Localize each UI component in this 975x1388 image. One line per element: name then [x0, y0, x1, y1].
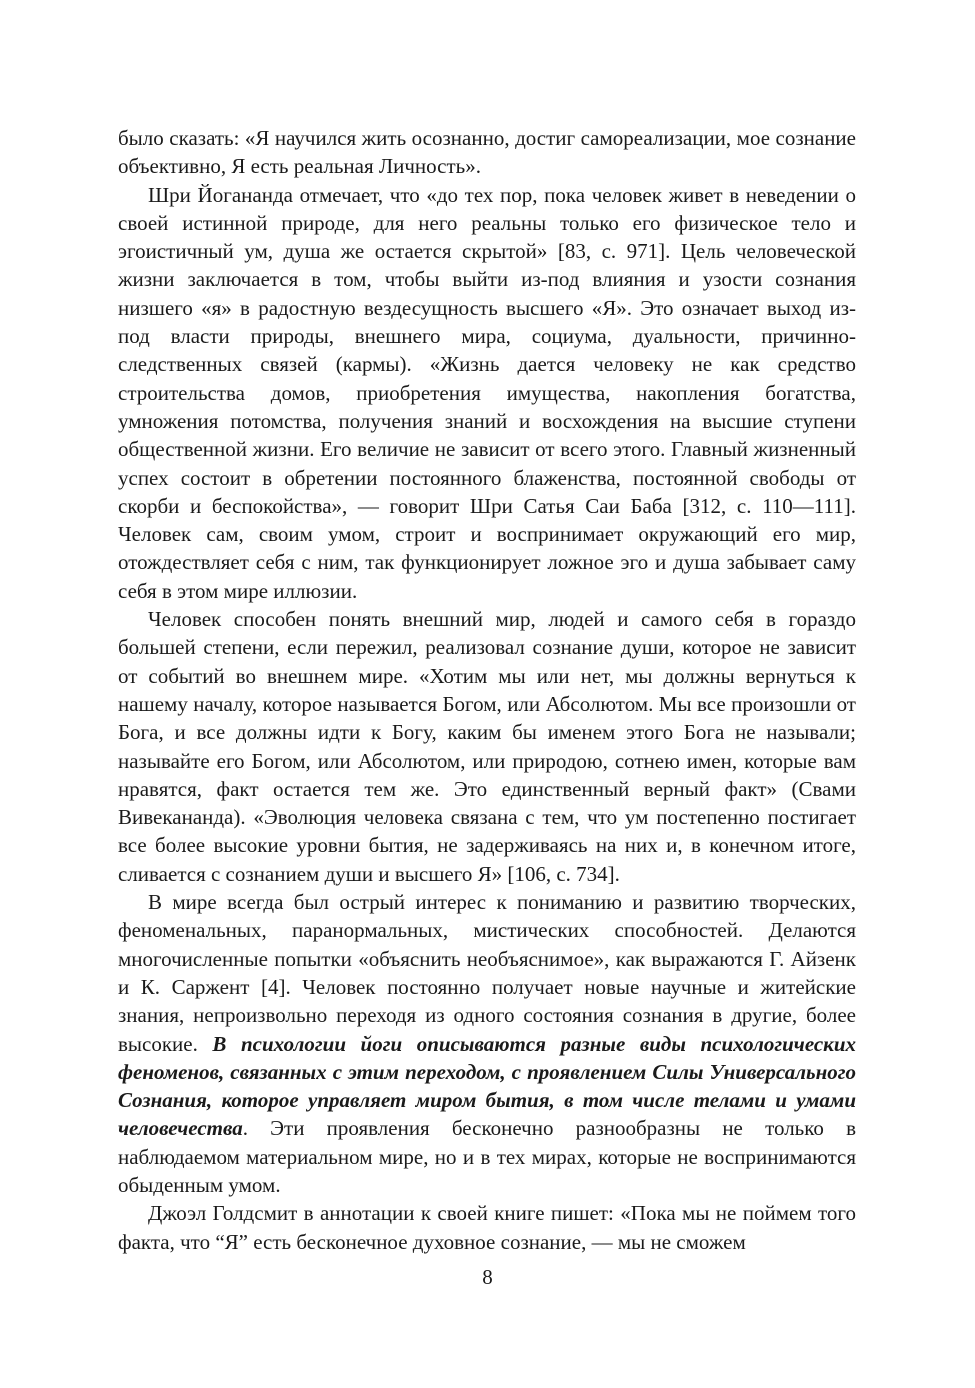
paragraph-4 [118, 888, 856, 1199]
paragraph-4-text-after: . Эти проявления бесконечно разнообразны не только в наблюдаемом материальном мире, но и в тех мирах, которые не воспринимаются обыденным умом. [118, 1116, 856, 1197]
paragraph-2: Шри Йогананда отмечает, что «до тех пор, пока человек живет в неведении о своей истинной природе, для него реальны только его физическое тело и эгоистичный ум, душа же остается скрытой» [83, с. 971]. Цель человеческой жизни заключается в том, чтобы выйти из-под влияния и узости сознания низшего «я» в радостную вездесущность высшего «Я». Это означает выход из-под власти природы, внешнего мира, социума, дуальности, причинно-следственных связей (кармы). «Жизнь дается человеку не как средство строительства домов, приобретения имущества, накопления богатства, умножения потомства, получения знаний и восхождения на высшие ступени общественной жизни. Его величие не зависит от всего этого. Главный жизненный успех состоит в обретении постоянного блаженства, постоянной свободы от скорби и беспокойства», — говорит Шри Сатья Саи Баба [312, с. 110—111]. Человек сам, своим умом, строит и воспринимает окружающий его мир, отождествляет себя с ним, так функционирует ложное эго и душа забывает саму себя в этом мире иллюзии. [118, 182, 856, 603]
paragraph-5: Джоэл Голдсмит в аннотации к своей книге пишет: «Пока мы не поймем того факта, что “Я” есть бесконечное духовное сознание, — мы не сможем [118, 1201, 856, 1254]
paragraph-4-emphasis: В психологии йоги описываются разные виды психологических феноменов, связанных с этим переходом, с проявлением Силы Универсального Сознания, которое управляет миром бытия, в том числе телами и умами человечества [118, 1031, 857, 1141]
paragraph-1: было сказать: «Я научился жить осознанно, достиг самореализации, мое сознание объективно, Я есть реальная Личность». [118, 126, 856, 179]
page-body [118, 124, 856, 1256]
page-number: 8 [482, 1265, 493, 1289]
paragraph-4-text-before: В мире всегда был острый интерес к пониманию и развитию творческих, феноменальных, паранормальных, мистических способностей. Делаются многочисленные попытки «объяснить необъяснимое», как выражаются Г. Айзенк и К. Саржент [4]. Человек постоянно получает новые научные и житейские знания, непроизвольно переходя из одного состояния сознания в другие, более высокие. [118, 890, 856, 1056]
paragraph-3: Человек способен понять внешний мир, людей и самого себя в гораздо большей степени, если пережил, реализовал сознание души, которое не зависит от событий во внешнем мире. «Хотим мы или нет, мы должны вернуться к нашему началу, которое называется Богом, или Абсолютом. Мы все произошли от Бога, и все должны идти к Богу, каким бы именем этого Бога не называли; называйте его Богом, или Абсолютом, или природою, сотнею имен, которые вам нравятся, факт остается тем же. Это единственный верный факт» (Свами Вивекананда). «Эволюция человека связана с тем, что ум постепенно постигает все более высокие уровни бытия, не задерживаясь на них и, в конечном итоге, сливается с сознанием души и высшего Я» [106, с. 734]. [118, 607, 856, 886]
